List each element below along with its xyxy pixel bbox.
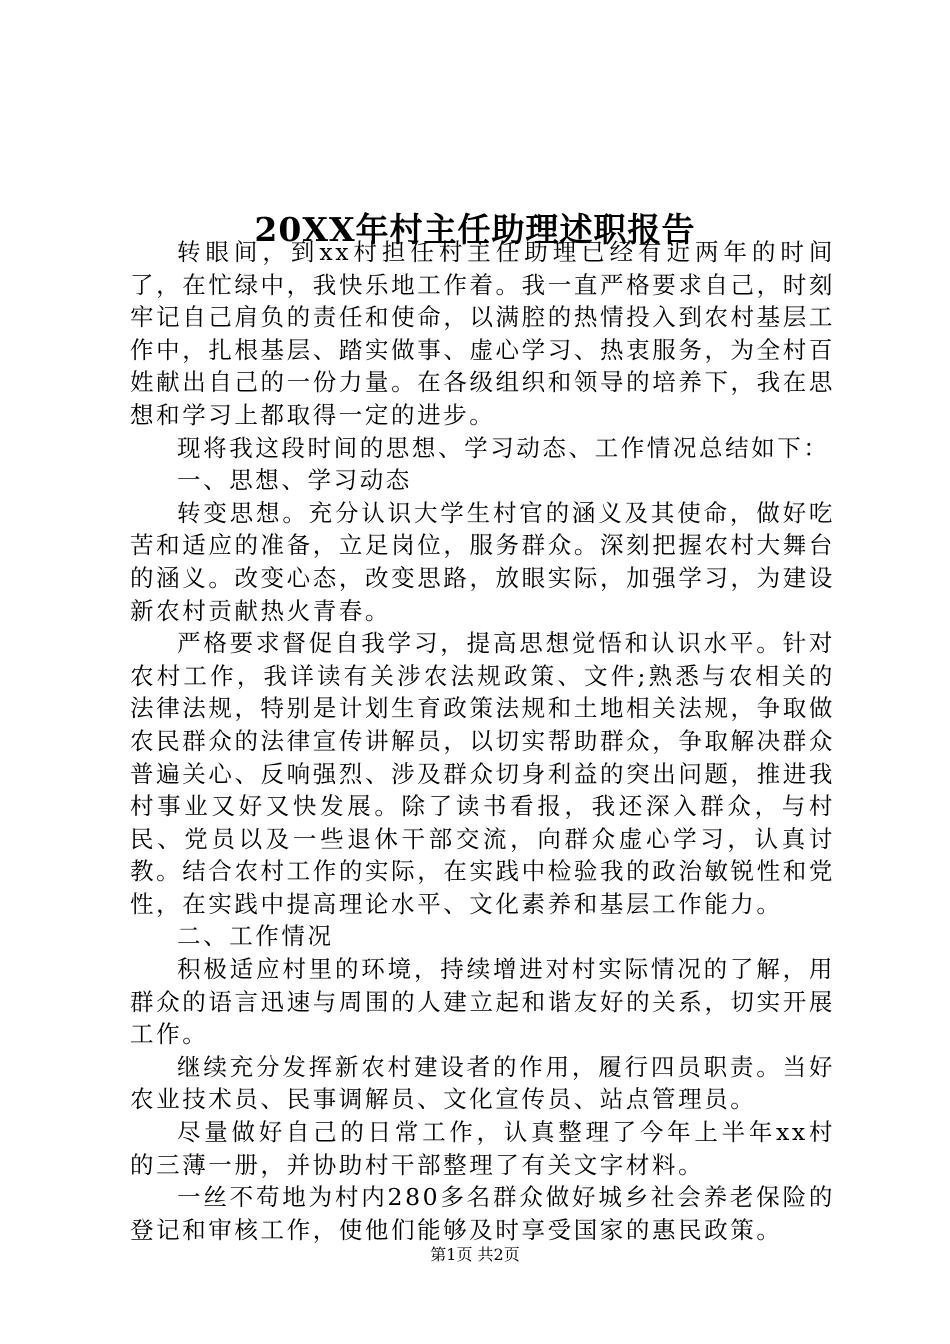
document-body [130,236,835,1246]
paragraph-daily-work: 尽量做好自己的日常工作，认真整理了今年上半年xx村的三薄一册，并协助村干部整理了有关文字材料。 [130,1118,835,1179]
paragraph-summary-lead: 现将我这段时间的思想、学习动态、工作情况总结如下： [177,433,830,462]
page-number-footer: 第1页 共2页 [430,1245,520,1264]
paragraph-self-study: 严格要求督促自我学习，提高思想觉悟和认识水平。针对农村工作，我详读有关涉农法规政策、文件;熟悉与农相关的法律法规，特别是计划生育政策法规和土地相关法规，争取做农民群众的法律宣传讲解员，以切实帮助群众，争取解决群众普遍关心、反响强烈、涉及群众切身利益的突出问题，推进我村事业又好又快发展。除了读书看报，我还深入群众，与村民、党员以及一些退休干部交流，向群众虚心学习，认真讨教。结合农村工作的实际，在实践中检验我的政治敏锐性和党性，在实践中提高理论水平、文化素养和基层工作能力。 [130,629,835,918]
paragraph-intro: 转眼间，到xx村担任村主任助理已经有近两年的时间了，在忙绿中，我快乐地工作着。我一直严格要求自己，时刻牢记自己肩负的责任和使命，以满腔的热情投入到农村基层工作中，扎根基层、踏实做事、虚心学习、热衷服务，为全村百姓献出自己的一份力量。在各级组织和领导的培养下，我在思想和学习上都取得一定的进步。 [130,238,835,429]
section-heading-thought-study: 一、思想、学习动态 [177,466,412,495]
paragraph-adapt-environment: 积极适应村里的环境，持续增进对村实际情况的了解，用群众的语言迅速与周围的人建立起和谐友好的关系，切实开展工作。 [130,955,835,1049]
paragraph-pension-registration: 一丝不苟地为村内280多名群众做好城乡社会养老保险的登记和审核工作，使他们能够及时享受国家的惠民政策。 [130,1183,835,1244]
section-heading-work: 二、工作情况 [177,922,334,951]
paragraph-change-thinking: 转变思想。充分认识大学生村官的涵义及其使命，做好吃苦和适应的准备，立足岗位，服务群众。深刻把握农村大舞台的涵义。改变心态，改变思路，放眼实际，加强学习，为建设新农村贡献热火青春。 [130,498,835,625]
paragraph-four-duties: 继续充分发挥新农村建设者的作用，履行四员职责。当好农业技术员、民事调解员、文化宣传员、站点管理员。 [130,1052,835,1114]
document-title: 20XX年村主任助理述职报告 [254,210,696,250]
